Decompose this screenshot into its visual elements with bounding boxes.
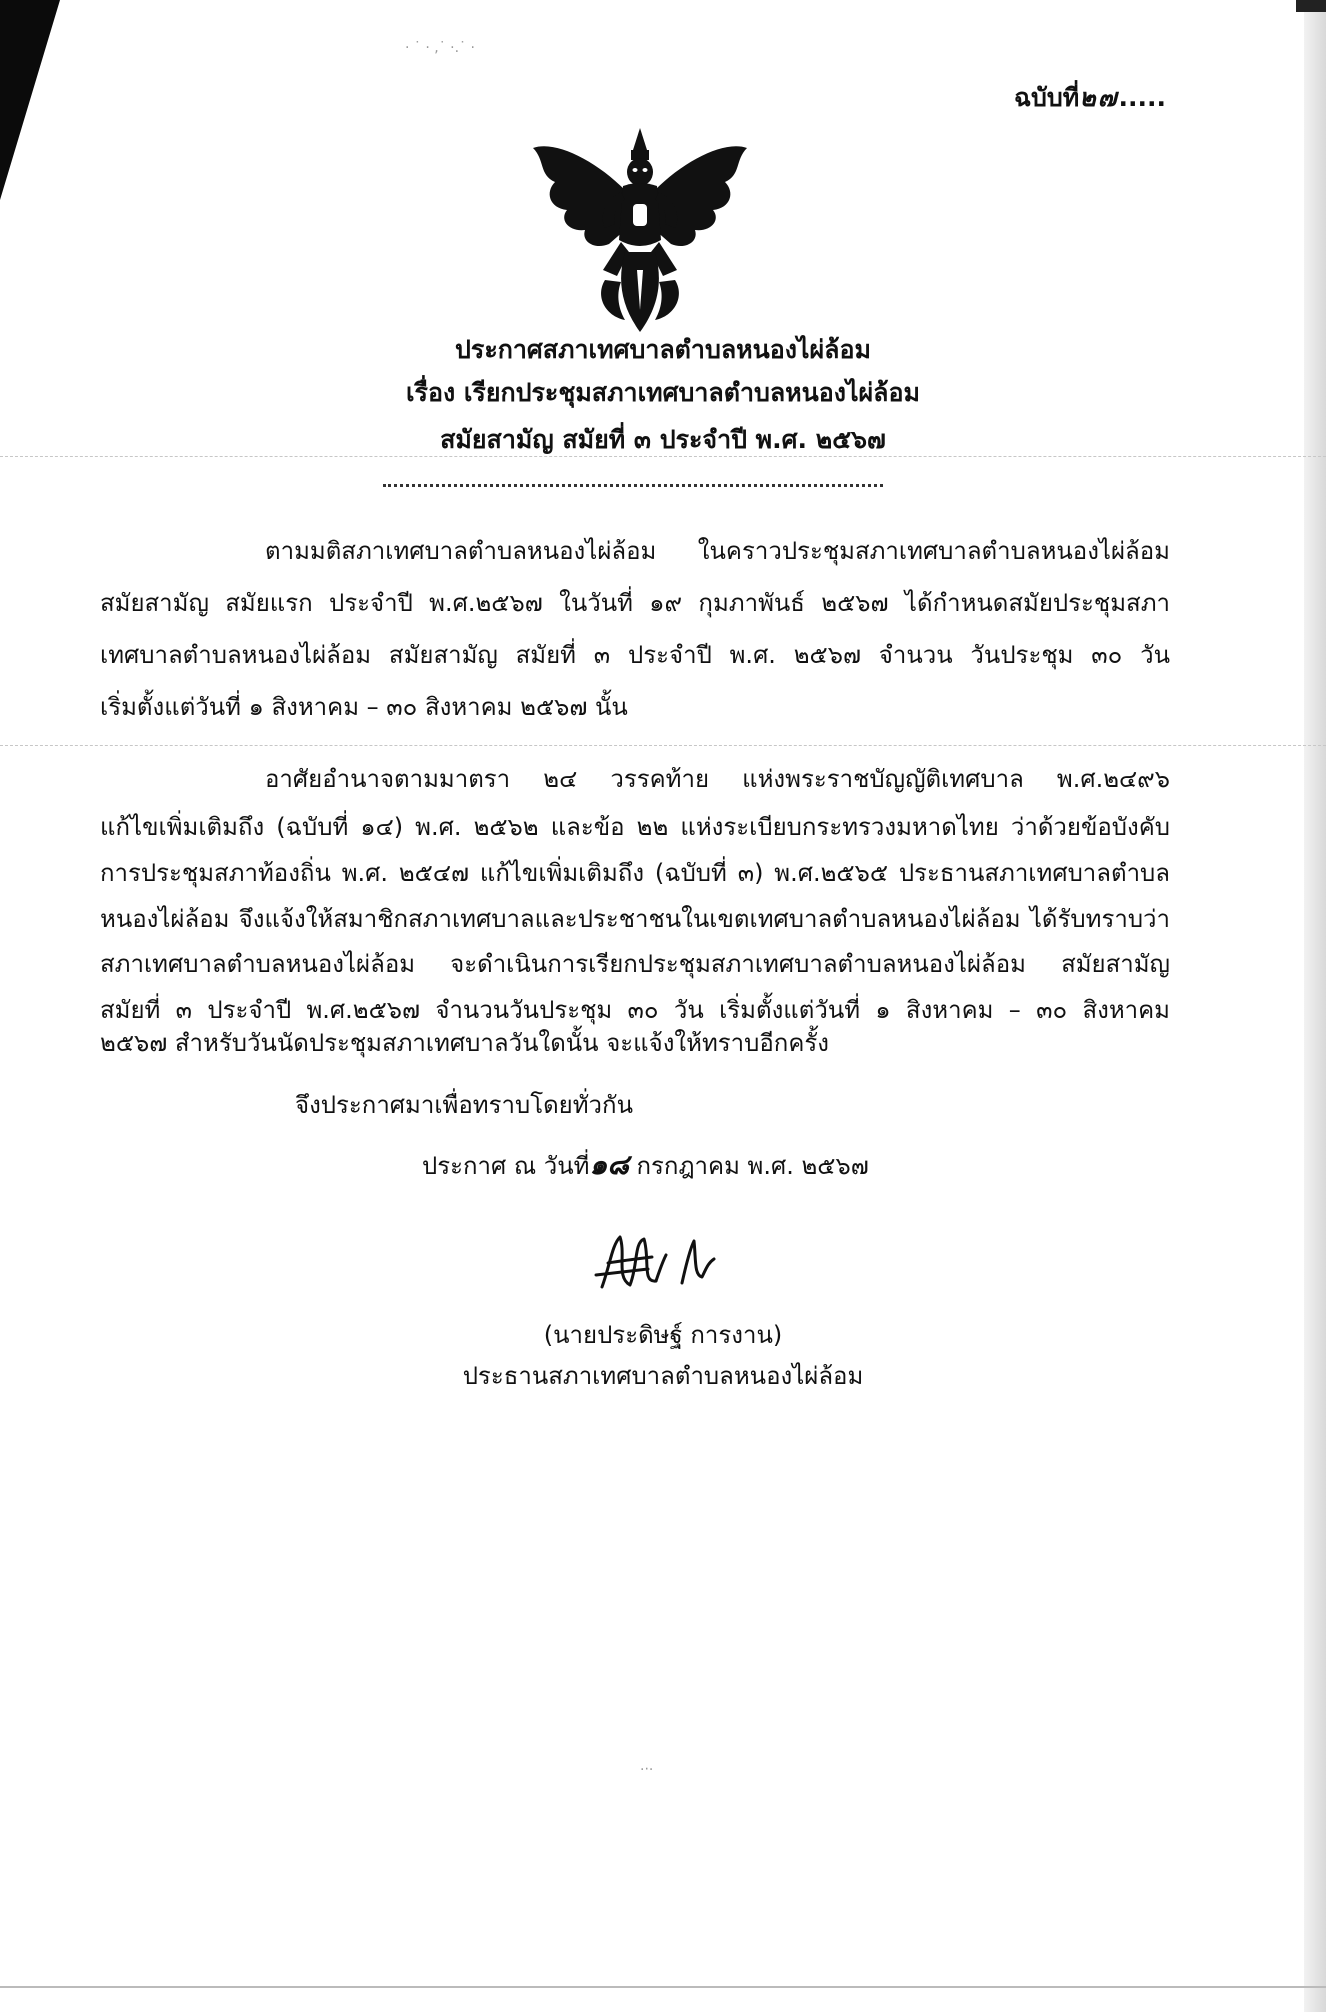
paragraph-2-line: การประชุมสภาท้องถิ่น พ.ศ. ๒๕๔๗ แก้ไขเพิ่มเติมถึง (ฉบับที่ ๓) พ.ศ.๒๕๖๕ ประธานสภาเทศบาลตำบล [100, 859, 1170, 887]
signer-name: (นายประดิษฐ์ การงาน) [543, 1321, 783, 1349]
announcement-session: สมัยสามัญ สมัยที่ ๓ ประจำปี พ.ศ. ๒๕๖๗ [440, 425, 886, 454]
paragraph-1-line: สมัยสามัญ สมัยแรก ประจำปี พ.ศ.๒๕๖๗ ในวันที่ ๑๙ กุมภาพันธ์ ๒๕๖๗ ได้กำหนดสมัยประชุมสภา [100, 589, 1170, 617]
title-divider [383, 484, 883, 487]
announce-date-suffix: กรกฎาคม พ.ศ. ๒๕๖๗ [628, 1152, 869, 1180]
announce-date [422, 1150, 869, 1181]
scan-speck: ·‧· [640, 1762, 654, 1778]
paragraph-2-line: หนองไผ่ล้อม จึงแจ้งให้สมาชิกสภาเทศบาลและประชาชนในเขตเทศบาลตำบลหนองไผ่ล้อม ได้รับทราบว่า [100, 905, 1170, 933]
scan-speck: · ˙ · ,˙ ·.˙ · [405, 40, 475, 56]
announce-date-day: ๑๘ [589, 1148, 629, 1181]
announce-date-prefix: ประกาศ ณ วันที่ [422, 1152, 590, 1180]
signer-position: ประธานสภาเทศบาลตำบลหนองไผ่ล้อม [462, 1362, 864, 1390]
paragraph-1-line: เทศบาลตำบลหนองไผ่ล้อม สมัยสามัญ สมัยที่ ๓ ประจำปี พ.ศ. ๒๕๖๗ จำนวน วันประชุม ๓๐ วัน [100, 641, 1170, 669]
announcement-title: ประกาศสภาเทศบาลตำบลหนองไผ่ล้อม [455, 335, 871, 364]
paragraph-2-line: อาศัยอำนาจตามมาตรา ๒๔ วรรคท้าย แห่งพระราชบัญญัติเทศบาล พ.ศ.๒๔๙๖ [265, 765, 1170, 793]
closing-line: จึงประกาศมาเพื่อทราบโดยทั่วกัน [295, 1091, 633, 1119]
issue-number-value: ๒๗ [1079, 83, 1119, 112]
scan-shadow-corner [0, 0, 60, 200]
issue-trail: ..... [1118, 83, 1166, 112]
paragraph-2-line: แก้ไขเพิ่มเติมถึง (ฉบับที่ ๑๔) พ.ศ. ๒๕๖๒ และข้อ ๒๒ แห่งระเบียบกระทรวงมหาดไทย ว่าด้วยข้อบังคับ [100, 813, 1170, 841]
garuda-emblem-icon [525, 120, 755, 340]
fold-line [0, 745, 1326, 746]
announcement-subject: เรื่อง เรียกประชุมสภาเทศบาลตำบลหนองไผ่ล้อม [405, 378, 920, 407]
signature [590, 1225, 720, 1305]
issue-label: ฉบับที่ [1013, 83, 1080, 112]
paragraph-2-line: ๒๕๖๗ สำหรับวันนัดประชุมสภาเทศบาลวันใดนั้น จะแจ้งให้ทราบอีกครั้ง [100, 1029, 829, 1057]
paragraph-2-line: สภาเทศบาลตำบลหนองไผ่ล้อม จะดำเนินการเรียกประชุมสภาเทศบาลตำบลหนองไผ่ล้อม สมัยสามัญ [100, 950, 1170, 978]
issue-number [1014, 78, 1166, 118]
scan-edge [1304, 0, 1326, 2012]
paragraph-1-line: เริ่มตั้งแต่วันที่ ๑ สิงหาคม – ๓๐ สิงหาคม ๒๕๖๗ นั้น [100, 693, 628, 721]
paragraph-1-line: ตามมติสภาเทศบาลตำบลหนองไผ่ล้อม ในคราวประชุมสภาเทศบาลตำบลหนองไผ่ล้อม [265, 537, 1170, 565]
page-bottom-edge [0, 1986, 1326, 1988]
paragraph-2-line: สมัยที่ ๓ ประจำปี พ.ศ.๒๕๖๗ จำนวนวันประชุม ๓๐ วัน เริ่มตั้งแต่วันที่ ๑ สิงหาคม – ๓๐ สิงหาคม [100, 996, 1170, 1024]
scan-edge-mark [1296, 0, 1326, 12]
